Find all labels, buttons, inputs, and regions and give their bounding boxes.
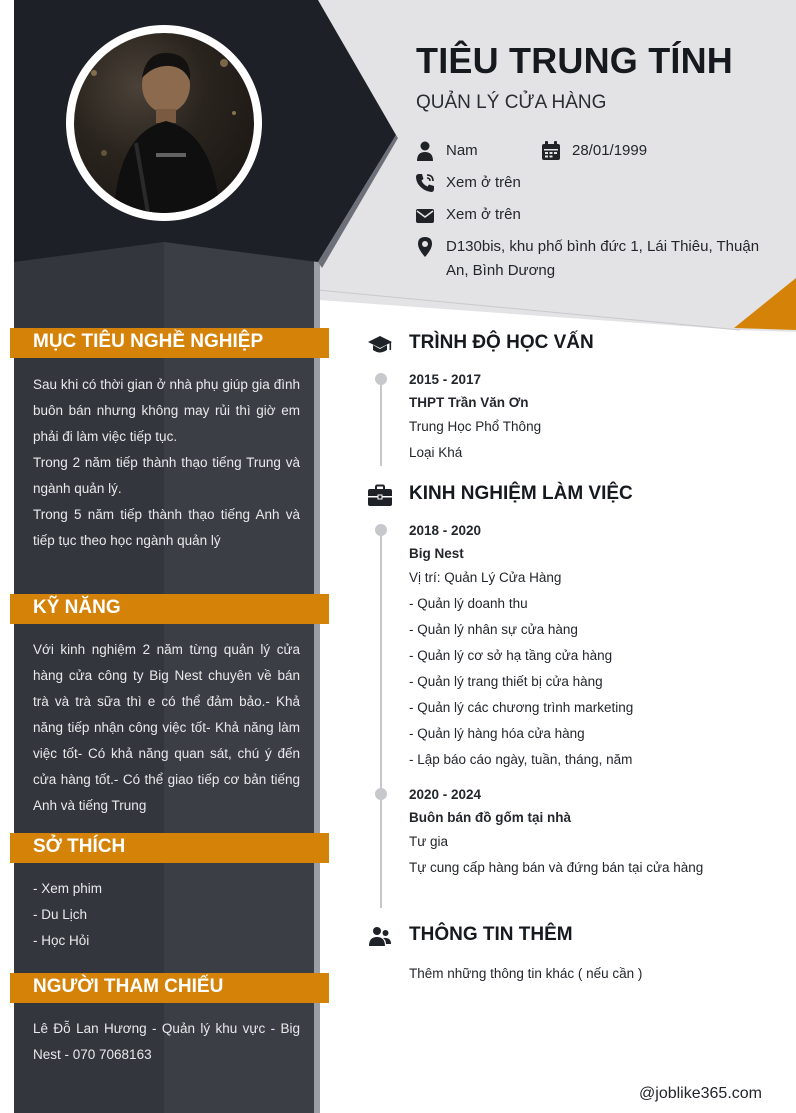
graduation-cap-icon bbox=[368, 333, 392, 357]
references-text: Lê Đỗ Lan Hương - Quản lý khu vực - Big Nest - 070 7068163 bbox=[33, 1021, 300, 1062]
briefcase-icon bbox=[368, 484, 392, 508]
phone-icon bbox=[415, 173, 435, 193]
address-line-1: D130bis, khu phố bình đức 1, Lái Thiêu, Thuận bbox=[446, 238, 760, 255]
map-pin-icon bbox=[415, 237, 435, 257]
experience-entry bbox=[409, 783, 779, 881]
experience-detail: Tư gia bbox=[409, 834, 449, 849]
user-icon bbox=[415, 141, 435, 161]
birthdate-value: 28/01/1999 bbox=[572, 142, 648, 159]
email-value: Xem ở trên bbox=[446, 206, 521, 223]
experience-detail: - Quản lý doanh thu bbox=[409, 596, 528, 611]
objective-paragraph: Trong 2 năm tiếp thành thạo tiếng Trung và ngành quản lý. bbox=[33, 455, 300, 496]
experience-entry bbox=[409, 519, 779, 773]
list-item: - Học Hỏi bbox=[33, 933, 90, 948]
education-heading: TRÌNH ĐỘ HỌC VẤN bbox=[409, 332, 594, 353]
users-icon bbox=[368, 925, 392, 949]
experience-detail: Vị trí: Quản Lý Cửa Hàng bbox=[409, 570, 562, 585]
skills-text: Với kinh nghiệm 2 năm từng quản lý cửa hàng cửa công ty Big Nest chuyên về bán trà và trà sữa thì e có thể đảm bảo.- Khả năng tiếp nhận công việc tốt- Khả năng làm việc tốt- Có khả năng quan sát, chú ý đến cửa hàng tốt.- Có thể giao tiếp cơ bản tiếng Anh và tiếng Trung bbox=[33, 642, 300, 813]
experience-detail: - Lập báo cáo ngày, tuần, tháng, năm bbox=[409, 752, 633, 767]
candidate-name: TIÊU TRUNG TÍNH bbox=[416, 40, 733, 81]
address-value bbox=[446, 235, 781, 283]
education-entry bbox=[409, 368, 779, 466]
objective-paragraph: Sau khi có thời gian ở nhà phụ giúp gia đình buôn bán nhưng không may rủi thì giờ em phải đi làm việc tiếp tục. bbox=[33, 377, 300, 444]
timeline-line bbox=[380, 528, 382, 908]
experience-detail: - Quản lý các chương trình marketing bbox=[409, 700, 634, 715]
experience-period: 2020 - 2024 bbox=[409, 787, 482, 802]
objective-heading-text: MỤC TIÊU NGHỀ NGHIỆP bbox=[33, 331, 264, 352]
additional-text: Thêm những thông tin khác ( nếu cần ) bbox=[409, 966, 643, 981]
timeline-line bbox=[380, 378, 382, 466]
experience-detail: - Quản lý hàng hóa cửa hàng bbox=[409, 726, 585, 741]
additional-heading: THÔNG TIN THÊM bbox=[409, 924, 573, 945]
job-title: QUẢN LÝ CỬA HÀNG bbox=[416, 92, 607, 113]
education-school: THPT Trần Văn Ơn bbox=[409, 395, 529, 410]
experience-detail: - Quản lý cơ sở hạ tầng cửa hàng bbox=[409, 648, 613, 663]
phone-value: Xem ở trên bbox=[446, 174, 521, 191]
hobbies-list bbox=[33, 876, 102, 954]
objective-text bbox=[33, 372, 300, 554]
experience-detail: Tự cung cấp hàng bán và đứng bán tại cửa hàng bbox=[409, 860, 704, 875]
address-line-2: An, Bình Dương bbox=[446, 262, 556, 279]
experience-company: Buôn bán đồ gốm tại nhà bbox=[409, 810, 571, 825]
objective-paragraph: Trong 5 năm tiếp thành thạo tiếng Anh và tiếp tục theo học ngành quản lý bbox=[33, 507, 300, 548]
skills-heading-text: KỸ NĂNG bbox=[33, 597, 121, 618]
avatar bbox=[66, 25, 262, 221]
gender-value: Nam bbox=[446, 142, 478, 159]
education-period: 2015 - 2017 bbox=[409, 372, 482, 387]
profile-photo bbox=[74, 33, 254, 213]
hobbies-heading-text: SỞ THÍCH bbox=[33, 836, 126, 857]
additional-entry bbox=[409, 961, 779, 987]
timeline-dot bbox=[375, 788, 387, 800]
watermark: @joblike365.com bbox=[639, 1085, 762, 1102]
experience-heading: KINH NGHIỆM LÀM VIỆC bbox=[409, 483, 633, 504]
experience-detail: - Quản lý trang thiết bị cửa hàng bbox=[409, 674, 603, 689]
list-item: - Xem phim bbox=[33, 881, 103, 896]
experience-period: 2018 - 2020 bbox=[409, 523, 482, 538]
objective-heading bbox=[10, 328, 329, 358]
envelope-icon bbox=[415, 206, 435, 226]
hobbies-heading bbox=[10, 833, 329, 863]
list-item: - Du Lịch bbox=[33, 907, 88, 922]
experience-company: Big Nest bbox=[409, 546, 464, 561]
experience-detail: - Quản lý nhân sự cửa hàng bbox=[409, 622, 578, 637]
education-detail: Trung Học Phổ Thông bbox=[409, 419, 542, 434]
references-heading-text: NGƯỜI THAM CHIẾU bbox=[33, 976, 224, 997]
calendar-icon bbox=[541, 141, 561, 161]
education-detail: Loại Khá bbox=[409, 445, 463, 460]
timeline-dot bbox=[375, 373, 387, 385]
skills-heading bbox=[10, 594, 329, 624]
references-heading bbox=[10, 973, 329, 1003]
timeline-dot bbox=[375, 524, 387, 536]
